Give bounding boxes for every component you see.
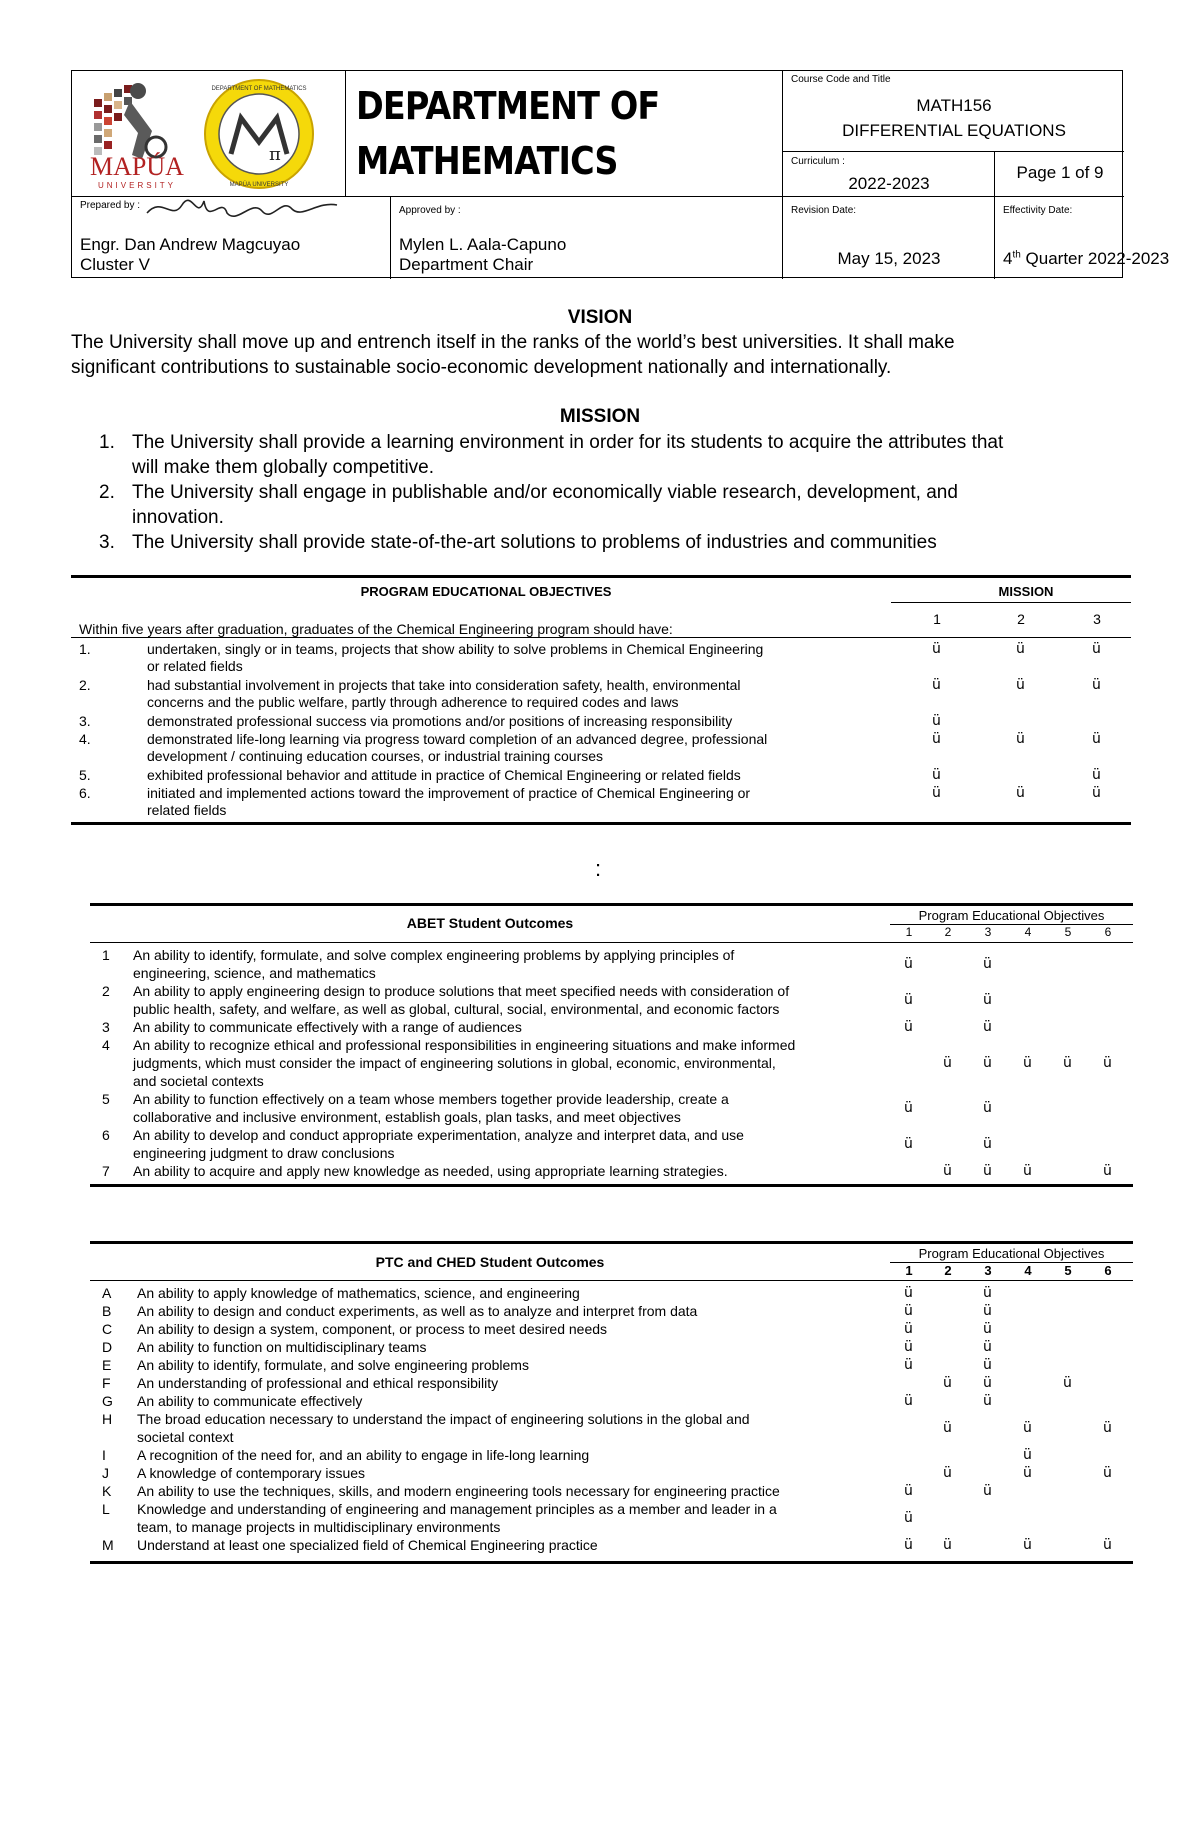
ptc-row-text: [137, 1464, 877, 1482]
peo-mission-header: MISSION: [998, 584, 1054, 599]
check-mark-icon: ü: [1103, 1055, 1112, 1071]
check-mark-icon: ü: [1092, 677, 1101, 693]
peo-row-line: demonstrated professional success via promotions and/or positions of increasing responsibility: [147, 713, 733, 729]
check-mark-icon: ü: [904, 956, 913, 972]
abet-row-line: and societal contexts: [133, 1073, 264, 1089]
abet-row-text: [133, 1126, 893, 1162]
check-mark-icon: ü: [932, 713, 941, 729]
peo-row-number: 3.: [79, 713, 91, 729]
ptc-row-text: [137, 1302, 877, 1320]
check-mark-icon: ü: [1023, 1055, 1032, 1071]
check-mark-icon: ü: [983, 1136, 992, 1152]
abet-row-id: 3: [102, 1019, 110, 1035]
abet-row-line: An ability to communicate effectively with a range of audiences: [133, 1019, 522, 1035]
check-mark-icon: ü: [904, 1339, 913, 1355]
peo-row-text: [147, 641, 847, 675]
abet-row-line: An ability to recognize ethical and professional responsibilities in engineering situations and make informed: [133, 1037, 796, 1053]
ptc-row-id: H: [102, 1411, 113, 1427]
ptc-row-id: F: [102, 1375, 111, 1391]
check-mark-icon: ü: [983, 1393, 992, 1409]
ptc-row-id: M: [102, 1537, 114, 1553]
ptc-row-line: An understanding of professional and ethical responsibility: [137, 1375, 499, 1391]
ptc-table: [90, 1241, 1133, 1566]
course-cell: Course Code and Title MATH156 DIFFERENTIAL EQUATIONS: [782, 71, 1124, 152]
ptc-row-text: [137, 1482, 877, 1500]
ptc-row-text: [137, 1338, 877, 1356]
abet-row-line: An ability to function effectively on a team whose members together provide leadership, create a: [133, 1091, 729, 1107]
check-mark-icon: ü: [904, 992, 913, 1008]
check-mark-icon: ü: [932, 767, 941, 783]
curriculum-cell: Curriculum : 2022-2023: [782, 152, 994, 196]
check-mark-icon: ü: [943, 1465, 952, 1481]
check-mark-icon: ü: [904, 1303, 913, 1319]
check-mark-icon: ü: [1063, 1375, 1072, 1391]
check-mark-icon: ü: [1092, 641, 1101, 657]
ptc-row-id: C: [102, 1321, 113, 1337]
peo-row-line: or related fields: [147, 658, 243, 674]
check-mark-icon: ü: [904, 1136, 913, 1152]
check-mark-icon: ü: [904, 1321, 913, 1337]
check-mark-icon: ü: [904, 1019, 913, 1035]
abet-row-text: [133, 1036, 893, 1090]
peo-row-text: [147, 767, 847, 784]
ptc-row-line: An ability to design and conduct experiments, as well as to analyze and interpret from data: [137, 1303, 698, 1319]
ptc-row-id: D: [102, 1339, 113, 1355]
abet-row-id: 6: [102, 1127, 110, 1143]
peo-row-number: 4.: [79, 731, 91, 747]
check-mark-icon: ü: [1092, 785, 1101, 801]
ptc-row-text: [137, 1410, 877, 1446]
peo-row-text: [147, 713, 847, 730]
abet-column-header: 2: [944, 925, 952, 939]
check-mark-icon: ü: [1016, 677, 1025, 693]
peo-row-line: had substantial involvement in projects that take into consideration safety, health, environmental: [147, 677, 741, 693]
check-mark-icon: ü: [1016, 785, 1025, 801]
ptc-row-line: Understand at least one specialized field of Chemical Engineering practice: [137, 1537, 598, 1553]
check-mark-icon: ü: [1092, 731, 1101, 747]
abet-row-id: 1: [102, 947, 110, 963]
check-mark-icon: ü: [904, 1483, 913, 1499]
revision-date-cell: Revision Date: May 15, 2023: [782, 196, 994, 279]
signature-icon: [142, 191, 342, 231]
check-mark-icon: ü: [983, 956, 992, 972]
abet-row-id: 4: [102, 1037, 110, 1053]
approved-by-cell: Approved by : Mylen L. Aala-Capuno Department Chair: [390, 196, 782, 279]
check-mark-icon: ü: [904, 1100, 913, 1116]
ptc-row-text: [137, 1536, 877, 1554]
ptc-peo-header: Program Educational Objectives: [918, 1246, 1105, 1261]
page-number: Page 1 of 9: [994, 152, 1124, 196]
peo-column-header: 1: [933, 611, 941, 627]
check-mark-icon: ü: [943, 1163, 952, 1179]
svg-text:MAPÚA: MAPÚA: [90, 152, 184, 181]
abet-row-line: An ability to acquire and apply new knowledge as needed, using appropriate learning strategies.: [133, 1163, 728, 1179]
peo-row-line: undertaken, singly or in teams, projects that show ability to solve problems in Chemical Engineering: [147, 641, 764, 657]
abet-row-text: [133, 946, 893, 982]
ptc-row-text: [137, 1392, 877, 1410]
check-mark-icon: ü: [943, 1375, 952, 1391]
ptc-column-header: 4: [1024, 1263, 1032, 1278]
ptc-column-header: 6: [1104, 1263, 1112, 1278]
check-mark-icon: ü: [1092, 767, 1101, 783]
check-mark-icon: ü: [932, 677, 941, 693]
check-mark-icon: ü: [1023, 1163, 1032, 1179]
peo-row-number: 2.: [79, 677, 91, 693]
check-mark-icon: ü: [983, 992, 992, 1008]
peo-row-line: initiated and implemented actions toward the improvement of practice of Chemical Engineering or: [147, 785, 751, 801]
check-mark-icon: ü: [983, 1321, 992, 1337]
check-mark-icon: ü: [983, 1055, 992, 1071]
abet-column-header: 6: [1104, 925, 1112, 939]
ptc-row-line: An ability to communicate effectively: [137, 1393, 363, 1409]
check-mark-icon: ü: [904, 1357, 913, 1373]
check-mark-icon: ü: [932, 731, 941, 747]
peo-row-number: 1.: [79, 641, 91, 657]
check-mark-icon: ü: [1103, 1163, 1112, 1179]
mission-list: [71, 430, 1131, 555]
check-mark-icon: ü: [1063, 1055, 1072, 1071]
mission-item: 1. The University shall provide a learning environment in order for its students to acquire the attributes that will make them globally competitive.: [99, 432, 1004, 478]
peo-column-header: 3: [1093, 611, 1101, 627]
check-mark-icon: ü: [983, 1375, 992, 1391]
check-mark-icon: ü: [983, 1163, 992, 1179]
ptc-row-text: [137, 1374, 877, 1392]
abet-column-header: 5: [1064, 925, 1072, 939]
abet-row-line: An ability to apply engineering design to produce solutions that meet specified needs with consideration of: [133, 983, 790, 999]
course-code: MATH156: [916, 96, 992, 115]
ptc-row-line: societal context: [137, 1429, 234, 1445]
vision-text: The University shall move up and entrench itself in the ranks of the world’s best universities. It shall make significant contributions to sustainable socio-economic development nationally and internationally.: [71, 332, 955, 378]
check-mark-icon: ü: [904, 1510, 913, 1526]
check-mark-icon: ü: [983, 1303, 992, 1319]
peo-row-text: [147, 785, 847, 819]
ptc-row-line: An ability to design a system, component, or process to meet desired needs: [137, 1321, 608, 1337]
peo-table: [71, 575, 1131, 825]
abet-row-line: engineering judgment to draw conclusions: [133, 1145, 395, 1161]
abet-row-text: [133, 1162, 893, 1180]
check-mark-icon: ü: [983, 1357, 992, 1373]
check-mark-icon: ü: [1103, 1537, 1112, 1553]
abet-row-text: [133, 1018, 893, 1036]
peo-row-line: exhibited professional behavior and attitude in practice of Chemical Engineering or related fields: [147, 767, 741, 783]
check-mark-icon: ü: [943, 1420, 952, 1436]
ptc-row-line: Knowledge and understanding of engineering and management principles as a member and leader in a: [137, 1501, 777, 1517]
svg-text:MAPÚA UNIVERSITY: MAPÚA UNIVERSITY: [229, 182, 289, 188]
ptc-row-id: K: [102, 1483, 112, 1499]
check-mark-icon: ü: [943, 1055, 952, 1071]
ptc-row-line: The broad education necessary to understand the impact of engineering solutions in the global and: [137, 1411, 750, 1427]
ptc-row-line: team, to manage projects in multidisciplinary environments: [137, 1519, 501, 1535]
ptc-row-line: A knowledge of contemporary issues: [137, 1465, 366, 1481]
abet-column-header: 3: [984, 925, 992, 939]
ptc-row-text: [137, 1500, 877, 1536]
check-mark-icon: ü: [1016, 731, 1025, 747]
mission-item: 3. The University shall provide state-of-the-art solutions to problems of industries and communities: [99, 532, 937, 553]
check-mark-icon: ü: [1023, 1537, 1032, 1553]
ptc-row-text: [137, 1446, 877, 1464]
peo-title: PROGRAM EDUCATIONAL OBJECTIVES: [360, 584, 612, 599]
peo-row-line: related fields: [147, 802, 227, 818]
ptc-row-id: G: [102, 1393, 113, 1409]
peo-column-header: 2: [1017, 611, 1025, 627]
document-header: [71, 70, 1170, 278]
check-mark-icon: ü: [983, 1100, 992, 1116]
abet-row-text: [133, 982, 893, 1018]
abet-column-header: 4: [1024, 925, 1032, 939]
abet-row-line: An ability to develop and conduct appropriate experimentation, analyze and interpret data, and use: [133, 1127, 744, 1143]
abet-row-text: [133, 1090, 893, 1126]
prepared-by-cell: Prepared by : Engr. Dan Andrew Magcuyao Cluster V: [72, 196, 390, 279]
peo-row-text: [147, 731, 847, 765]
department-seal-icon: [199, 76, 319, 191]
ptc-row-line: An ability to function on multidisciplinary teams: [137, 1339, 427, 1355]
check-mark-icon: ü: [983, 1483, 992, 1499]
check-mark-icon: ü: [1023, 1447, 1032, 1463]
svg-text:DEPARTMENT OF MATHEMATICS: DEPARTMENT OF MATHEMATICS: [211, 86, 307, 92]
check-mark-icon: ü: [1103, 1420, 1112, 1436]
abet-row-id: 7: [102, 1163, 110, 1179]
ptc-column-header: 2: [944, 1263, 952, 1278]
ptc-row-line: A recognition of the need for, and an ability to engage in life-long learning: [137, 1447, 590, 1463]
check-mark-icon: ü: [983, 1285, 992, 1301]
ptc-row-text: [137, 1320, 877, 1338]
abet-title: ABET Student Outcomes: [406, 915, 574, 931]
check-mark-icon: ü: [1103, 1465, 1112, 1481]
peo-row-line: demonstrated life-long learning via progress toward completion of an advanced degree, professional: [147, 731, 768, 747]
logos-area: [72, 71, 352, 196]
ptc-row-id: J: [102, 1465, 109, 1481]
ptc-row-id: L: [102, 1501, 110, 1517]
peo-row-line: development / continuing education courses, or industrial training courses: [147, 748, 604, 764]
peo-row-number: 5.: [79, 767, 91, 783]
check-mark-icon: ü: [932, 785, 941, 801]
check-mark-icon: ü: [932, 641, 941, 657]
ptc-row-id: B: [102, 1303, 112, 1319]
ptc-column-header: 5: [1064, 1263, 1072, 1278]
ptc-column-header: 3: [984, 1263, 992, 1278]
ptc-row-id: E: [102, 1357, 112, 1373]
check-mark-icon: ü: [943, 1537, 952, 1553]
peo-row-text: [147, 677, 847, 711]
peo-row-line: concerns and the public welfare, partly through adherence to required codes and laws: [147, 694, 679, 710]
ptc-title: PTC and CHED Student Outcomes: [375, 1254, 605, 1270]
course-title: DIFFERENTIAL EQUATIONS: [842, 121, 1066, 140]
abet-row-line: collaborative and inclusive environment, establish goals, plan tasks, and meet objectives: [133, 1109, 681, 1125]
ptc-row-line: An ability to use the techniques, skills, and modern engineering tools necessary for engineering practice: [137, 1483, 780, 1499]
abet-row-id: 5: [102, 1091, 110, 1107]
svg-text:UNIVERSITY: UNIVERSITY: [98, 181, 177, 190]
ptc-row-text: [137, 1356, 877, 1374]
check-mark-icon: ü: [1016, 641, 1025, 657]
ptc-row-line: An ability to apply knowledge of mathematics, science, and engineering: [137, 1285, 580, 1301]
abet-table: [90, 903, 1133, 1188]
abet-row-id: 2: [102, 983, 110, 999]
abet-row-line: engineering, science, and mathematics: [133, 965, 376, 981]
ptc-row-id: I: [102, 1447, 106, 1463]
check-mark-icon: ü: [983, 1019, 992, 1035]
abet-row-line: judgments, which must consider the impact of engineering solutions in global, economic, environmental,: [133, 1055, 776, 1071]
ptc-row-id: A: [102, 1285, 112, 1301]
peo-intro: Within five years after graduation, graduates of the Chemical Engineering program should have:: [79, 621, 673, 637]
effectivity-date-cell: Effectivity Date: 4th Quarter 2022-2023: [994, 196, 1124, 279]
ptc-row-line: An ability to identify, formulate, and solve engineering problems: [137, 1357, 529, 1373]
check-mark-icon: ü: [904, 1393, 913, 1409]
check-mark-icon: ü: [983, 1339, 992, 1355]
mission-title: MISSION: [559, 406, 641, 427]
peo-row-number: 6.: [79, 785, 91, 801]
check-mark-icon: ü: [1023, 1420, 1032, 1436]
svg-text:π: π: [269, 144, 281, 165]
separator-mark: :: [595, 856, 602, 881]
check-mark-icon: ü: [904, 1285, 913, 1301]
abet-column-header: 1: [905, 925, 913, 939]
department-title: DEPARTMENT OF MATHEMATICS: [345, 71, 782, 196]
abet-peo-header: Program Educational Objectives: [918, 908, 1105, 923]
check-mark-icon: ü: [904, 1537, 913, 1553]
abet-row-line: public health, safety, and welfare, as well as global, cultural, social, environmental, and economic factors: [133, 1001, 780, 1017]
ptc-column-header: 1: [905, 1263, 913, 1278]
abet-row-line: An ability to identify, formulate, and solve complex engineering problems by applying principles of: [133, 947, 735, 963]
vision-title: VISION: [567, 307, 633, 328]
mission-item: 2. The University shall engage in publishable and/or economically viable research, development, and innovation.: [99, 482, 958, 528]
ptc-row-text: [137, 1284, 877, 1302]
check-mark-icon: ü: [1023, 1465, 1032, 1481]
